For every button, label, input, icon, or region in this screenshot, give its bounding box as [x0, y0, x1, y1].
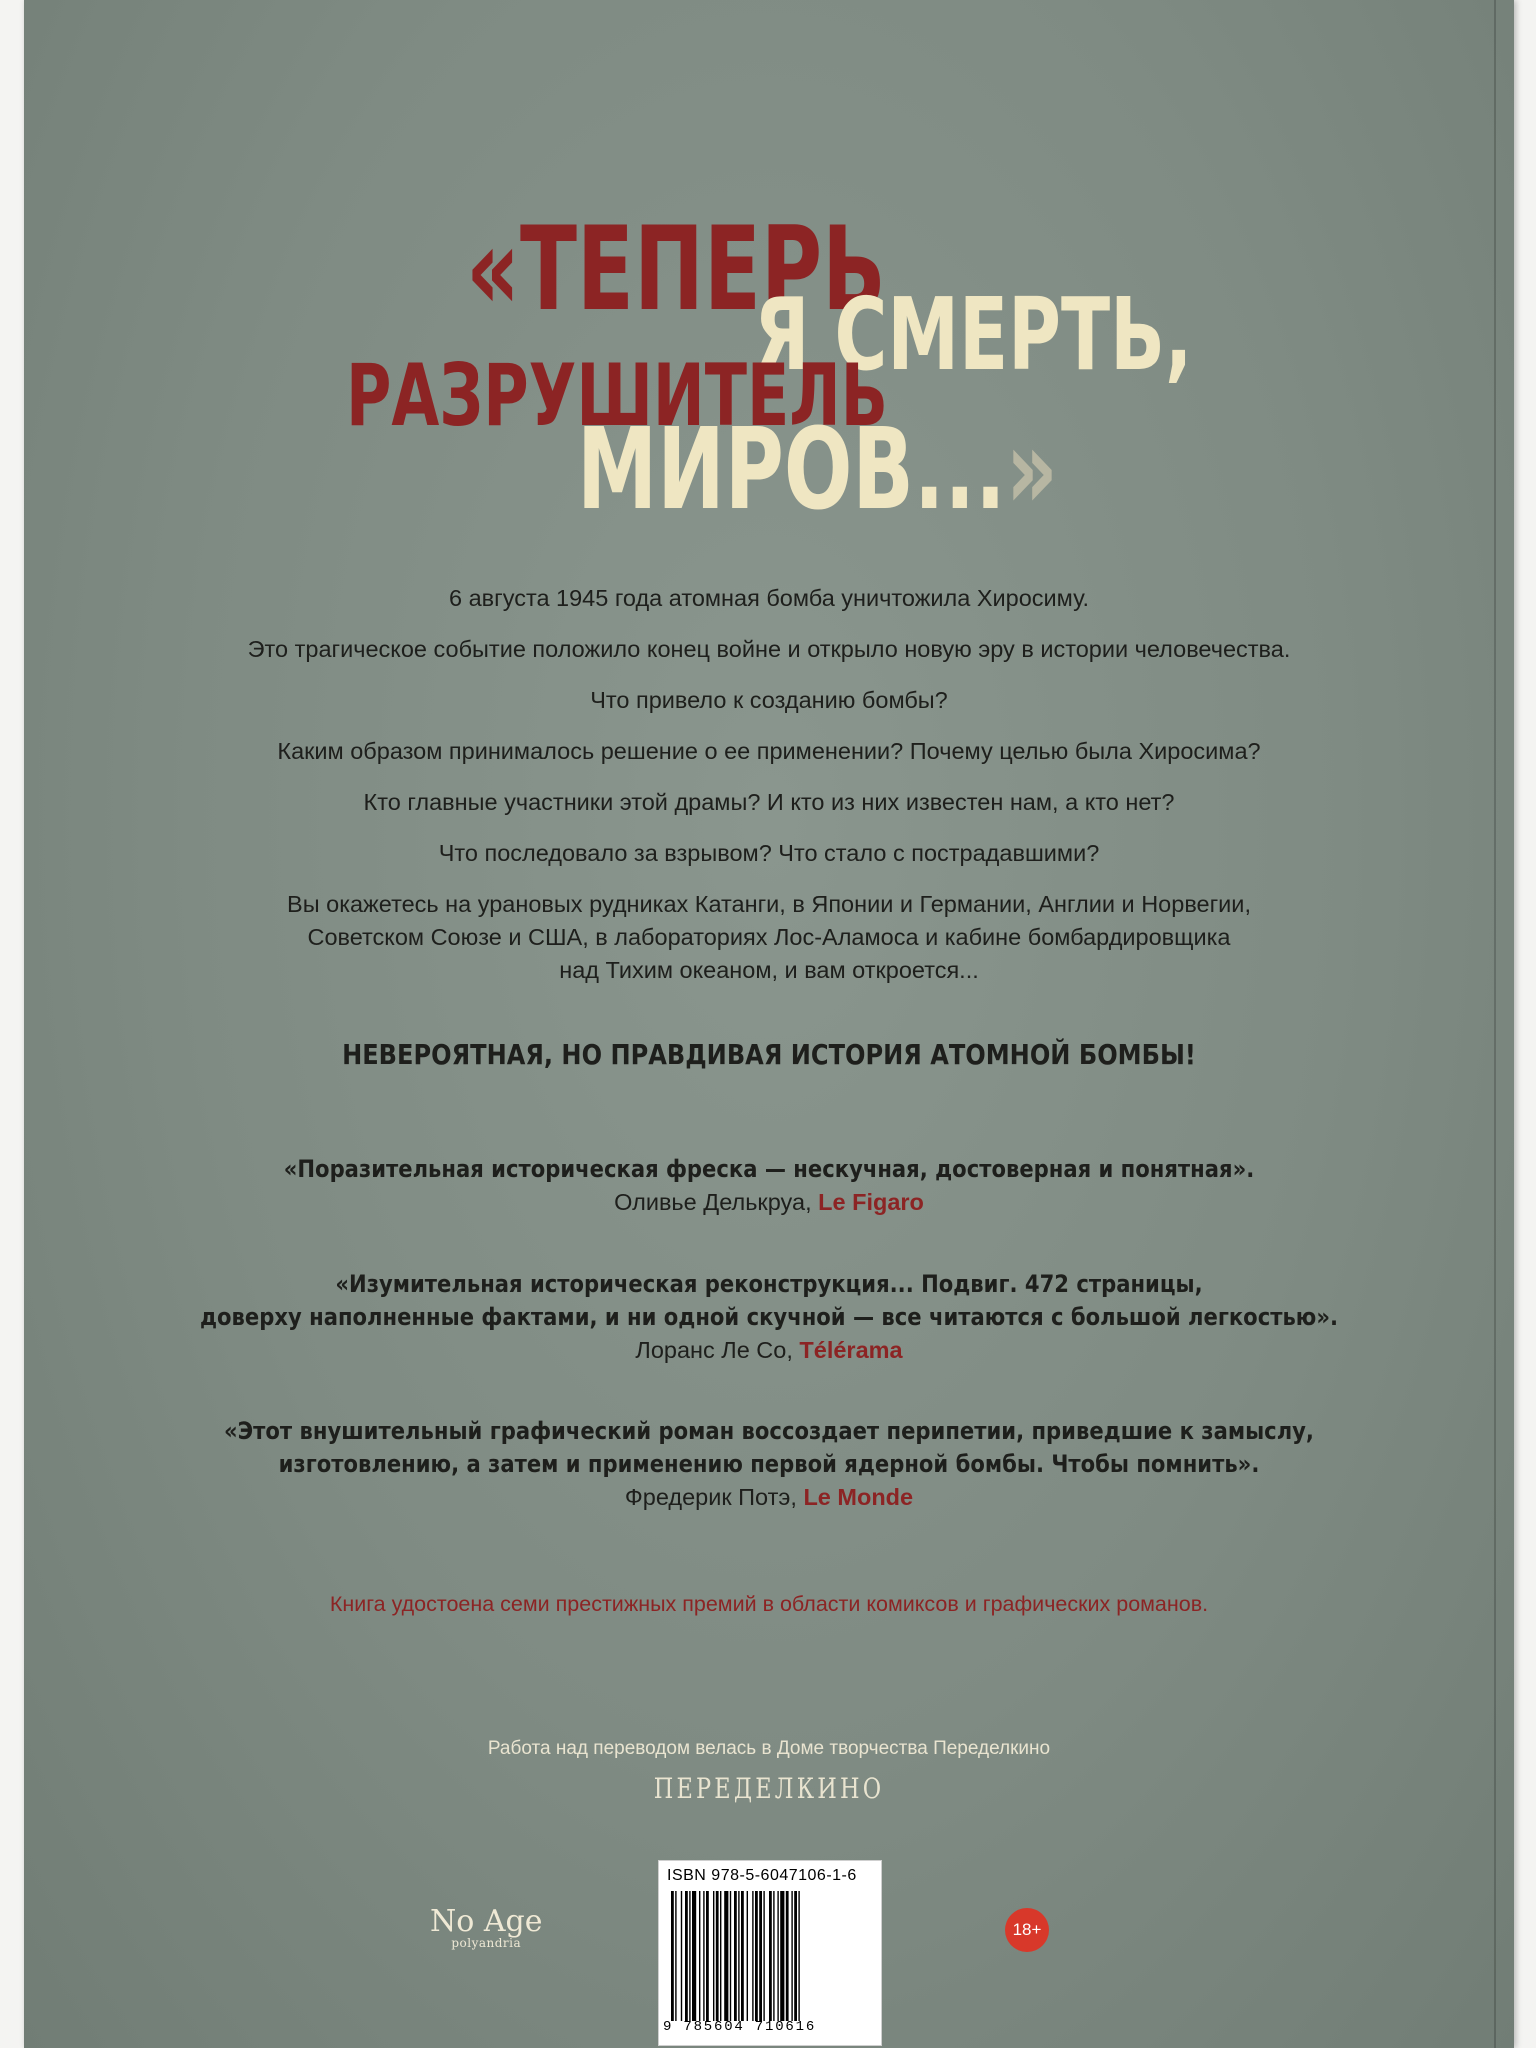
- review-text: изготовлению, а затем и применению первой ядерной бомбы. Чтобы помнить».: [278, 1450, 1260, 1478]
- review-text: доверху наполненные фактами, и ни одной скучной — все читаются с большой легкостью».: [199, 1303, 1339, 1331]
- barcode-bar: [786, 1891, 789, 2021]
- barcode-bar: [769, 1891, 772, 2021]
- description-line: Что последовало за взрывом? Что стало с пострадавшими?: [438, 840, 1100, 866]
- review-attribution: [24, 1481, 1514, 1514]
- barcode-bar: [716, 1891, 719, 2021]
- barcode-bar: [738, 1891, 739, 2021]
- headline-line-4: [577, 405, 1058, 535]
- barcode-bar: [794, 1891, 797, 2021]
- review-quote: [24, 1415, 1514, 1514]
- age-rating-badge: 18+: [1005, 1908, 1049, 1952]
- review-author: Лоранс Ле Со,: [635, 1337, 800, 1363]
- publisher-logo: [430, 1906, 542, 1950]
- barcode-bar: [675, 1891, 676, 2021]
- review-source: Le Monde: [803, 1484, 914, 1510]
- barcode-bar: [759, 1891, 762, 2021]
- barcode-bar: [747, 1891, 748, 2021]
- review-attribution: [24, 1186, 1514, 1219]
- description-line: Вы окажетесь на урановых рудниках Катанги, в Японии и Германии, Англии и Норвегии,: [287, 891, 1251, 917]
- barcode-bar: [755, 1891, 758, 2021]
- description-line: 6 августа 1945 года атомная бомба уничтожила Хиросиму.: [448, 585, 1090, 611]
- barcode-bar: [703, 1891, 704, 2021]
- review-text: «Поразительная историческая фреска — нескучная, достоверная и понятная».: [283, 1155, 1255, 1183]
- barcode-digits: 9 785604 710616: [663, 2019, 817, 2035]
- publisher-imprint: polyandria: [451, 1936, 522, 1950]
- headline-line-2: Я СМЕРТЬ,: [754, 276, 1193, 393]
- barcode-bar: [685, 1891, 688, 2021]
- barcode-bar: [741, 1891, 744, 2021]
- translation-note: Работа над переводом велась в Доме творчества Переделкино: [487, 1738, 1051, 1759]
- description-line: Это трагическое событие положило конец войне и открыло новую эру в истории человечества.: [247, 636, 1291, 662]
- description-line: Кто главные участники этой драмы? И кто из них известен нам, а кто нет?: [363, 789, 1175, 815]
- review-author: Фредерик Потэ,: [624, 1484, 804, 1510]
- awards-note: Книга удостоена семи престижных премий в области комиксов и графических романов.: [329, 1592, 1209, 1616]
- review-attribution: [24, 1334, 1514, 1367]
- review-quote: [24, 1153, 1514, 1219]
- barcode-bar: [689, 1891, 690, 2021]
- description-line: Что привело к созданию бомбы?: [590, 687, 948, 713]
- barcode-bar: [724, 1891, 728, 2021]
- barcode-bar: [773, 1891, 774, 2021]
- barcode-bar: [681, 1891, 682, 2021]
- tagline: НЕВЕРОЯТНАЯ, НО ПРАВДИВАЯ ИСТОРИЯ АТОМНОЙ БОМБЫ!: [342, 1038, 1196, 1071]
- barcode-bar: [752, 1891, 753, 2021]
- headline-line-3: РАЗРУШИТЕЛЬ: [346, 346, 888, 446]
- barcode-bar: [730, 1891, 731, 2021]
- book-back-cover: [24, 0, 1514, 2048]
- barcode-bar: [763, 1891, 764, 2021]
- isbn-number: ISBN 978-5-6047106-1-6: [667, 1867, 857, 1884]
- description-line: над Тихим океаном, и вам откроется...: [559, 957, 979, 983]
- barcode-bar: [699, 1891, 700, 2021]
- review-author: Оливье Делькруа,: [614, 1189, 819, 1215]
- review-text: «Этот внушительный графический роман воссоздает перипетии, приведшие к замыслу,: [224, 1417, 1314, 1445]
- headline-close-quote: »: [1005, 405, 1058, 535]
- isbn-barcode: [658, 1860, 882, 2046]
- review-source: Télérama: [799, 1337, 903, 1363]
- barcode-bar: [671, 1891, 674, 2021]
- headline-line-1: «ТЕПЕРЬ: [466, 202, 886, 337]
- review-source: Le Figaro: [818, 1189, 924, 1215]
- publisher-name: No Age: [430, 1904, 543, 1939]
- translation-place-logo: ПЕРЕДЕЛКИНО: [653, 1772, 885, 1805]
- barcode-bar: [780, 1891, 784, 2021]
- description-line: Советском Союзе и США, в лабораториях Лос-Аламоса и кабине бомбардировщика: [307, 924, 1231, 950]
- barcode-bar: [692, 1891, 696, 2021]
- headline-word-worlds: МИРОВ...: [577, 405, 1006, 535]
- barcode-bar: [713, 1891, 714, 2021]
- barcode-bars: [671, 1891, 869, 2021]
- review-quote: [24, 1268, 1514, 1367]
- barcode-bar: [706, 1891, 709, 2021]
- barcode-bar: [791, 1891, 792, 2021]
- description-line: Каким образом принималось решение о ее применении? Почему целью была Хиросима?: [277, 738, 1261, 764]
- description-paragraph: [24, 888, 1514, 987]
- review-text: «Изумительная историческая реконструкция... Подвиг. 472 страницы,: [335, 1270, 1203, 1298]
- barcode-bar: [798, 1891, 799, 2021]
- barcode-bar: [777, 1891, 778, 2021]
- barcode-bar: [720, 1891, 721, 2021]
- barcode-bar: [734, 1891, 737, 2021]
